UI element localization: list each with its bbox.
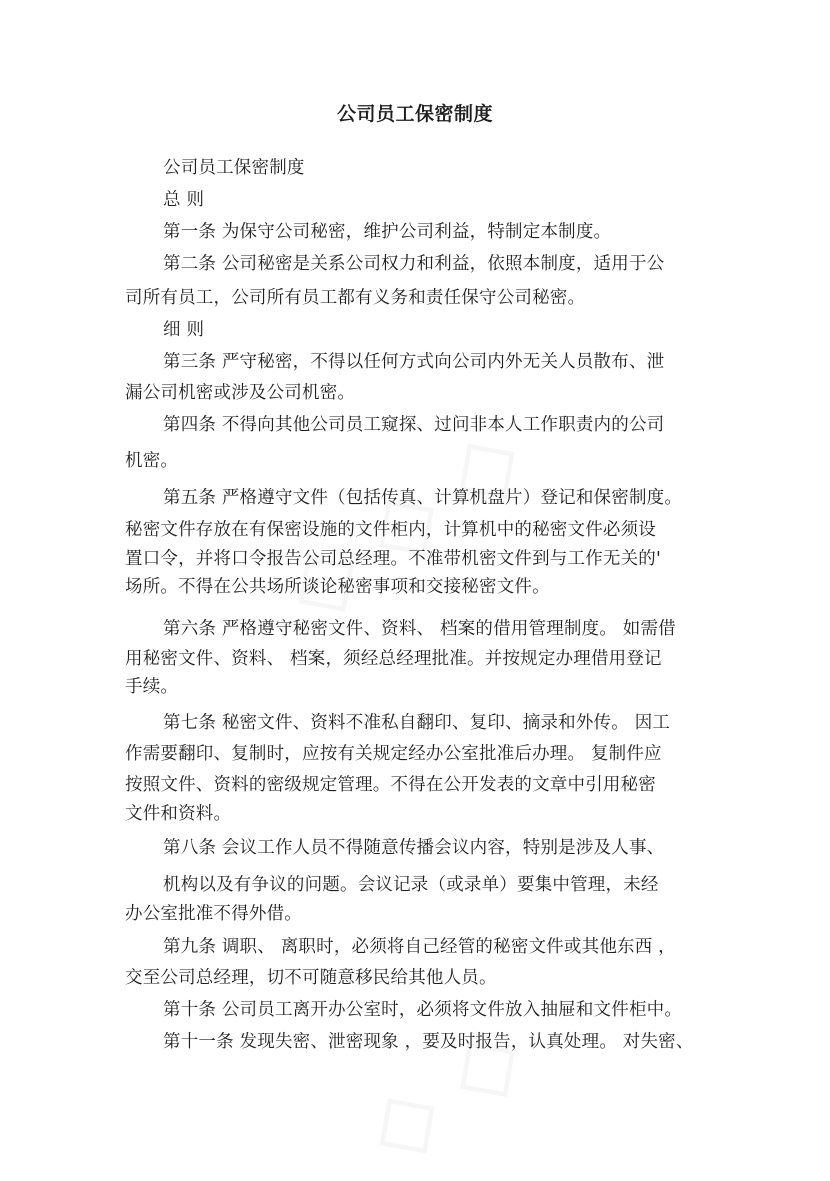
doc-line: 按照文件、资料的密级规定管理。不得在公开发表的文章中引用秘密 — [125, 775, 656, 795]
doc-line: 交至公司总经理，切不可随意移民给其他人员。 — [125, 968, 497, 988]
doc-line: 第四条 不得向其他公司员工窥探、过问非本人工作职责内的公司 — [163, 415, 665, 435]
doc-line: 第五条 严格遵守文件（包括传真、计算机盘片）登记和保密制度。 — [163, 488, 683, 508]
doc-line: 第十一条 发现失密、泄密现象 ，要及时报告，认真处理。 对失密、 — [163, 1032, 694, 1052]
doc-line: 用秘密文件、资料、 档案，须经总经理批准。并按规定办理借用登记 — [125, 649, 662, 669]
doc-line: 置口令，并将口令报告公司总经理。不准带机密文件到与工作无关的' — [125, 549, 662, 569]
doc-line: 文件和资料。 — [125, 804, 232, 824]
doc-line: 手续。 — [125, 677, 179, 697]
doc-line: 漏公司机密或涉及公司机密。 — [125, 383, 356, 403]
doc-line: 第九条 调职、 离职时，必须将自己经管的秘密文件或其他东西 ， — [163, 937, 676, 957]
doc-line: 第二条 公司秘密是关系公司权力和利益，依照本制度，适用于公 — [163, 254, 665, 274]
document-title: 公司员工保密制度 — [336, 103, 493, 125]
doc-line: 场所。不得在公共场所谈论秘密事项和交接秘密文件。 — [125, 577, 550, 597]
doc-line: 司所有员工，公司所有员工都有义务和责任保守公司秘密。 — [125, 288, 586, 308]
doc-line: 秘密文件存放在有保密设施的文件柜内，计算机中的秘密文件必须设 — [125, 520, 656, 540]
doc-line: 作需要翻印、复制时，应按有关规定经办公室批准后办理。 复制件应 — [125, 744, 662, 764]
doc-line: 机密。 — [125, 451, 179, 471]
doc-line: 第八条 会议工作人员不得随意传播会议内容，特别是涉及人事、 — [163, 838, 665, 858]
doc-line: 第六条 严格遵守秘密文件、资料、 档案的借用管理制度。 如需借 — [163, 619, 676, 639]
doc-line: 第三条 严守秘密，不得以任何方式向公司内外无关人员散布、泄 — [163, 352, 665, 372]
doc-line: 第十条 公司员工离开办公室时，必须将文件放入抽屉和文件柜中。 — [163, 1000, 683, 1020]
doc-line: 第一条 为保守公司秘密，维护公司利益，特制定本制度。 — [163, 222, 612, 242]
doc-line: 第七条 秘密文件、资料不准私自翻印、复印、摘录和外传。 因工 — [163, 713, 671, 733]
doc-line: 总 则 — [163, 190, 205, 210]
doc-line: 公司员工保密制度 — [163, 158, 305, 178]
doc-line: 机构以及有争议的问题。会议记录（或录单）要集中管理，未经 — [163, 875, 659, 895]
doc-line: 办公室批准不得外借。 — [125, 904, 302, 924]
watermark — [345, 1002, 540, 1181]
doc-line: 细 则 — [163, 320, 205, 340]
